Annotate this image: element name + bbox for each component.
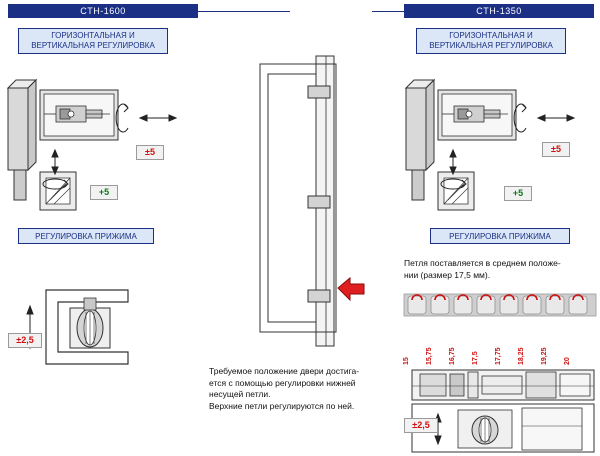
center-note-line4: Верхние петли регулируются по ней. bbox=[209, 400, 355, 411]
left-title-rule bbox=[198, 11, 290, 12]
left-value-horizontal: ±5 bbox=[136, 145, 164, 160]
left-caption-pressure: РЕГУЛИРОВКА ПРИЖИМА bbox=[18, 228, 154, 244]
right-title-rule bbox=[372, 11, 404, 12]
right-caption-horizontal-vertical bbox=[416, 28, 566, 54]
scale-label-2: 16,75 bbox=[449, 347, 456, 365]
left-value-pressure: ±2,5 bbox=[8, 333, 42, 348]
right-value-horizontal: ±5 bbox=[542, 142, 570, 157]
left-hinge-drawing bbox=[0, 60, 230, 225]
center-note-line1: Требуемое положение двери достига- bbox=[209, 366, 360, 376]
right-scale-strip bbox=[404, 290, 600, 330]
right-caption-pressure: РЕГУЛИРОВКА ПРИЖИМА bbox=[430, 228, 570, 244]
right-note-line1: Петля поставляется в среднем положе- bbox=[404, 258, 561, 268]
scale-label-3: 17,5 bbox=[472, 351, 479, 365]
left-caption-hv-line2: ВЕРТИКАЛЬНАЯ РЕГУЛИРОВКА bbox=[31, 41, 155, 50]
center-note-line2: ется с помощью регулировки нижней bbox=[209, 377, 356, 388]
right-section-drawing bbox=[398, 368, 598, 456]
right-note bbox=[404, 258, 594, 281]
right-note-line2: нии (размер 17,5 мм). bbox=[404, 269, 491, 280]
scale-label-1: 15,75 bbox=[426, 347, 433, 365]
left-panel-title: CTH-1600 bbox=[8, 4, 198, 18]
left-caption-horizontal-vertical bbox=[18, 28, 168, 54]
center-note bbox=[209, 366, 399, 412]
right-value-pressure: ±2,5 bbox=[404, 418, 438, 433]
left-caption-hv-line1: ГОРИЗОНТАЛЬНАЯ И bbox=[51, 31, 135, 40]
right-caption-hv-line2: ВЕРТИКАЛЬНАЯ РЕГУЛИРОВКА bbox=[429, 41, 553, 50]
scale-label-6: 19,25 bbox=[541, 347, 548, 365]
center-door-drawing bbox=[240, 56, 370, 346]
right-caption-hv-line1: ГОРИЗОНТАЛЬНАЯ И bbox=[449, 31, 533, 40]
scale-label-7: 20 bbox=[564, 357, 571, 365]
left-value-vertical: +5 bbox=[90, 185, 118, 200]
center-note-line3: несущей петли. bbox=[209, 389, 271, 399]
scale-label-5: 18,25 bbox=[518, 347, 525, 365]
right-value-vertical: +5 bbox=[504, 186, 532, 201]
right-panel-title: CTH-1350 bbox=[404, 4, 594, 18]
scale-label-0: 15 bbox=[403, 357, 410, 365]
scale-label-4: 17,75 bbox=[495, 347, 502, 365]
